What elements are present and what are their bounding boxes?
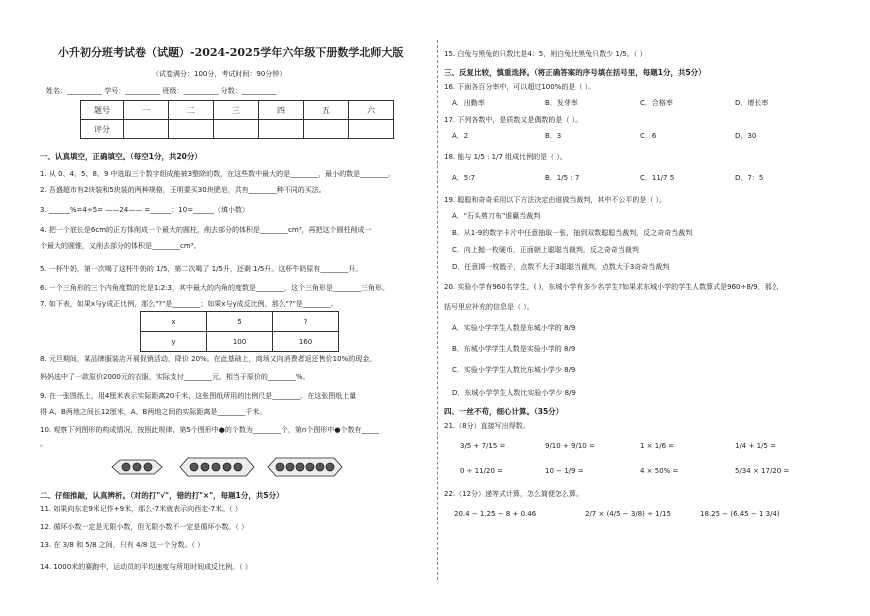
q16-option-d: D．增长率 xyxy=(735,99,769,107)
column-divider xyxy=(437,40,438,580)
question-3: 3. ______%=4÷5= ——24—— =______：10=______（填小数） xyxy=(40,206,250,214)
q18-option-a: A．5:7 xyxy=(452,174,476,182)
expression-2: 2/7 × (4/5 − 3/8) ÷ 1/15 xyxy=(585,510,671,518)
xy-cell: 5 xyxy=(207,312,273,332)
score-cell[interactable] xyxy=(259,120,304,139)
question-18: 18. 能与 1/5 : 1/7 组成比例的是（ ）。 xyxy=(444,153,567,161)
dot-pattern-figures xyxy=(98,452,348,482)
q19-option-c: C．向上抛一枚硬币，正面朝上聪聪当裁判，反之奇奇当裁判 xyxy=(452,246,639,254)
expression-1: 20.4 − 1.25 − 8 + 0.46 xyxy=(454,510,537,518)
question-14: 14. 1000米的赛跑中，运动员的平均速度与所用时间成反比例。（ ） xyxy=(40,563,252,571)
figure-1 xyxy=(112,460,162,474)
score-cell: 三 xyxy=(214,101,259,120)
xy-cell: ? xyxy=(273,312,339,332)
question-8-line-1: 8. 元旦期间，某品牌服装店开展促销活动，降价 20%。在此基础上，商场又向消费者返还售价10%的现金。 xyxy=(40,355,377,363)
score-cell[interactable] xyxy=(124,120,169,139)
q17-option-d: D．30 xyxy=(735,132,757,140)
calc-item-5: 0 ÷ 11/20 = xyxy=(460,467,504,475)
question-20-line-1: 20. 实验小学有960名学生，( )，东城小学有多少名学生?如果求东城小学的学生人数算式是960÷8/9，那么 xyxy=(444,283,779,291)
calc-item-3: 1 × 1/6 = xyxy=(640,442,675,450)
calc-item-2: 9/10 + 9/10 = xyxy=(545,442,595,450)
question-6: 6. 一个三角形的三个内角度数的比是1:2:3，其中最大的内角的度数是________，这个三角形是________三角形。 xyxy=(40,284,389,292)
xy-cell: x xyxy=(141,312,207,332)
figure-2 xyxy=(180,458,254,476)
question-15: 15. 白兔与黑兔的只数比是4：5，则白兔比黑兔只数少 1/5。（ ） xyxy=(444,50,647,58)
question-10-line-2: 。 xyxy=(40,440,47,448)
score-cell[interactable] xyxy=(214,120,259,139)
score-cell[interactable] xyxy=(349,120,394,139)
question-12: 12. 循环小数一定是无限小数，但无限小数不一定是循环小数。（ ） xyxy=(40,523,249,531)
q20-option-c: C．实验小学学生人数比东城小学少 8/9 xyxy=(452,366,576,374)
question-13: 13. 在 3/8 和 5/8 之间，只有 4/8 这一个分数。（ ） xyxy=(40,541,205,549)
xy-cell: 100 xyxy=(207,332,273,352)
score-cell[interactable] xyxy=(304,120,349,139)
section-1-heading: 一、认真填空，正确填空。（每空1分，共20分） xyxy=(40,152,202,161)
q17-option-b: B．3 xyxy=(545,132,562,140)
q16-option-c: C．合格率 xyxy=(640,99,673,107)
question-20-line-2: 括号里应补充的信息是（ ）。 xyxy=(444,303,534,311)
q18-option-c: C．11/7 5 xyxy=(640,174,675,182)
q19-option-b: B．从1-9的数字卡片中任意抽取一张，抽到双数聪聪当裁判，反之奇奇当裁判 xyxy=(452,229,693,237)
question-1: 1. 从 0、4、5、8、9 中选取三个数字组成能被3整除的数，在这些数中最大的是________，最小的数是________。 xyxy=(40,170,396,178)
calc-item-7: 4 × 50% = xyxy=(640,467,679,475)
q20-option-a: A．实验小学学生人数是东城小学的 8/9 xyxy=(452,324,576,332)
score-table xyxy=(80,100,394,139)
calc-item-8: 5/34 × 17/20 = xyxy=(735,467,790,475)
section-3-heading: 三、反复比较，慎重选择。（将正确答案的序号填在括号里，每题1分，共5分） xyxy=(444,68,706,77)
score-cell: 六 xyxy=(349,101,394,120)
student-info-fields: 姓名：__________ 学号：__________ 班级：__________ 分数：__________ xyxy=(46,87,277,95)
q18-option-d: D．7：5 xyxy=(735,174,764,182)
q17-option-c: C．6 xyxy=(640,132,657,140)
question-11: 11. 如果向东走9米记作+9米，那么-7米就表示向西走-7米。（ ） xyxy=(40,505,242,513)
score-table-header-row xyxy=(81,101,394,120)
expression-3: 18.25 − (6.45 − 1 3/4) xyxy=(700,510,780,518)
question-9-line-1: 9. 在一张图纸上，用4厘米表示实际距离20千米，这张图纸所用的比例尺是________。在这张图纸上量 xyxy=(40,392,357,400)
q16-option-a: A．出勤率 xyxy=(452,99,485,107)
score-cell: 二 xyxy=(169,101,214,120)
q19-option-d: D．任意掷一枚骰子，点数不大于3聪聪当裁判，点数大于3奇奇当裁判 xyxy=(452,263,670,271)
page-subtitle: （试卷满分：100分，考试时间：90分钟） xyxy=(152,70,287,78)
xy-table xyxy=(140,311,339,352)
xy-table-row-x xyxy=(141,312,339,332)
page-title: 小升初分班考试卷（试题）-2024-2025学年六年级下册数学北师大版 xyxy=(58,46,404,59)
xy-table-row-y xyxy=(141,332,339,352)
question-2: 2. 吾盛超市有2块装和5块装的两种规格，王明要买30块肥皂，共有________种不同的买法。 xyxy=(40,186,326,194)
score-cell: 题号 xyxy=(81,101,124,120)
question-16: 16. 下面各百分率中，可以超过100%的是（ ）。 xyxy=(444,83,596,91)
score-cell: 五 xyxy=(304,101,349,120)
q19-option-a: A．"石头剪刀布"谁赢当裁判 xyxy=(452,212,541,220)
xy-cell: 160 xyxy=(273,332,339,352)
question-8-line-2: 妈妈选中了一款原价2000元的衣服，实际支付________元，相当于原价的________%。 xyxy=(40,373,310,381)
question-21: 21.（8分）直接写出得数。 xyxy=(444,422,530,430)
section-2-heading: 二、仔细推敲，认真辨析。（对的打"√"，错的打"×"，每题1分，共5分） xyxy=(40,491,284,500)
figure-3 xyxy=(268,458,342,476)
calc-item-4: 1/4 + 1/5 = xyxy=(735,442,776,450)
question-10-line-1: 10. 观察下列图形的构成情况，按照此规律，第5个图形中●的个数为________个，第n个图形中●个数有_____ xyxy=(40,426,379,434)
question-4-line-2: 个最大的圆锥，又削去部分的体积是________cm³。 xyxy=(40,242,201,250)
q16-option-b: B．发芽率 xyxy=(545,99,578,107)
question-17: 17. 下列各数中，是质数又是偶数的是（ ）。 xyxy=(444,116,583,124)
q18-option-b: B．1/5 : 7 xyxy=(545,174,580,182)
question-7: 7. 如下表，如果x与y成正比例，那么"?"是________；如果x与y成反比例，那么"?"是________。 xyxy=(40,300,338,308)
calc-item-1: 3/5 + 7/15 = xyxy=(460,442,506,450)
question-22: 22.（12分）递等式计算，怎么简便怎么算。 xyxy=(444,490,584,498)
question-5: 5. 一杯牛奶，第一次喝了这杯牛奶的 1/5，第二次喝了 1/5升，还剩 1/5升。这杯牛奶原有________升。 xyxy=(40,265,363,273)
question-19: 19. 聪聪和奇奇采用以下方法决定由谁做当裁判，其中不公平的是（ ）。 xyxy=(444,196,667,204)
score-cell[interactable] xyxy=(169,120,214,139)
score-table-score-row xyxy=(81,120,394,139)
score-cell: 评分 xyxy=(81,120,124,139)
question-4-line-1: 4. 把一个底长是6cm的正方体削成一个最大的圆柱，削去部分的体积是________cm³，再把这个圆柱削成一 xyxy=(40,226,372,234)
question-9-line-2: 得 A、B两地之间长12厘米，A、B两地之间的实际距离是________千米。 xyxy=(40,408,267,416)
calc-item-6: 10 − 1/9 = xyxy=(545,467,584,475)
score-cell: 四 xyxy=(259,101,304,120)
xy-cell: y xyxy=(141,332,207,352)
section-4-heading: 四、一丝不苟，细心计算。（35分） xyxy=(444,407,564,416)
score-cell: 一 xyxy=(124,101,169,120)
q17-option-a: A．2 xyxy=(452,132,469,140)
q20-option-d: D．东城小学学生人数比实验小学少 8/9 xyxy=(452,389,576,397)
q20-option-b: B．东城小学学生人数是实验小学的 8/9 xyxy=(452,345,576,353)
